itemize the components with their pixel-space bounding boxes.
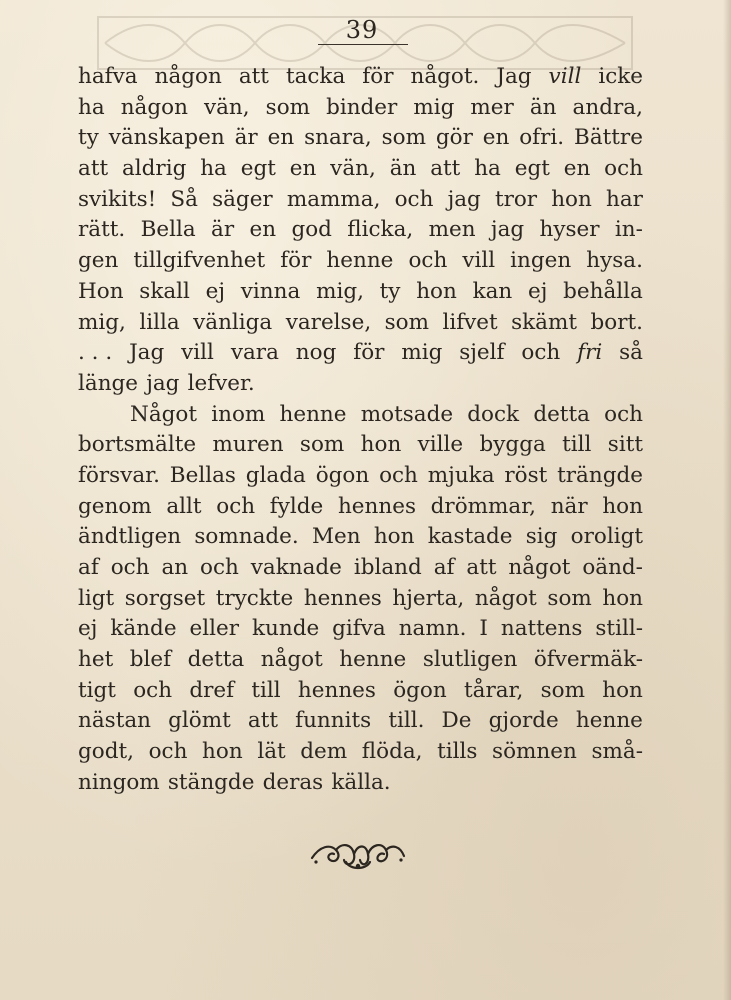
page-number: 39 xyxy=(345,16,379,44)
word: blef xyxy=(129,647,172,673)
word: Jag xyxy=(496,64,532,89)
text-line xyxy=(78,215,643,246)
word: dref xyxy=(189,677,235,703)
word: dem xyxy=(300,739,348,765)
word: röst xyxy=(504,462,548,488)
word: att xyxy=(247,708,278,734)
word: hennes xyxy=(303,585,382,611)
word: så xyxy=(619,340,643,366)
word: hon xyxy=(551,186,592,212)
word: an xyxy=(161,555,189,580)
word: ligt xyxy=(78,585,115,611)
word: hon xyxy=(360,432,402,458)
word: henne xyxy=(339,647,407,673)
word: ögon xyxy=(315,462,370,488)
text-line xyxy=(78,461,643,492)
word: jag xyxy=(490,217,525,243)
word: ha xyxy=(474,156,501,182)
text-line xyxy=(78,62,643,93)
word: vill xyxy=(181,340,214,366)
word: hysa. xyxy=(586,248,643,274)
word: still- xyxy=(595,616,643,642)
word: en xyxy=(249,217,277,243)
word: skämt xyxy=(511,309,578,335)
word: gjorde xyxy=(488,708,559,734)
word: hafva xyxy=(78,64,138,89)
word: till xyxy=(251,677,281,703)
word: somnade. xyxy=(194,524,299,550)
word: tacka xyxy=(285,64,346,89)
word: fri xyxy=(577,340,603,366)
word: hon xyxy=(602,585,643,611)
word: vinna xyxy=(240,278,301,304)
word: mig xyxy=(413,94,455,120)
word: än xyxy=(389,156,417,182)
word: och xyxy=(394,186,434,212)
word: varelse, xyxy=(285,309,372,335)
word: öfvermäk- xyxy=(533,647,643,673)
word: vaknade xyxy=(250,555,342,580)
word: ej xyxy=(78,616,98,642)
word: en xyxy=(267,125,295,151)
text-line xyxy=(78,492,643,523)
word: ty xyxy=(78,125,99,151)
word: egt xyxy=(240,156,276,182)
word: aldrig xyxy=(121,156,187,182)
word: De xyxy=(441,708,472,734)
word: något xyxy=(474,585,537,611)
word: är xyxy=(234,125,258,151)
word: försvar. xyxy=(78,462,160,488)
word: Så xyxy=(170,186,198,212)
text-line xyxy=(78,277,643,308)
word: ej xyxy=(205,278,226,304)
word: tryckte xyxy=(215,585,294,611)
text-line xyxy=(78,737,643,768)
word: tillgifvenhet xyxy=(133,248,266,274)
word: svikits! xyxy=(78,186,157,212)
text-line xyxy=(78,93,643,124)
word: inom xyxy=(211,401,266,427)
word: ögon xyxy=(393,677,447,703)
word: andra, xyxy=(572,94,643,120)
word: och xyxy=(379,462,418,488)
word: flöda, xyxy=(361,739,423,765)
word: glada xyxy=(245,462,306,488)
text-line xyxy=(78,706,643,737)
word: trängde xyxy=(557,462,643,488)
word: god xyxy=(291,217,332,243)
page-edge-shadow xyxy=(723,0,731,1000)
word: och xyxy=(521,340,561,366)
word: namn. xyxy=(398,616,467,642)
word: att xyxy=(466,555,497,580)
word: vara xyxy=(230,340,279,366)
word: vän, xyxy=(330,156,376,182)
word: bort. xyxy=(590,309,643,335)
word: hjerta, xyxy=(392,585,465,611)
word: vill xyxy=(462,248,496,274)
word: en xyxy=(563,156,591,182)
word: och xyxy=(200,555,239,580)
word: säger xyxy=(212,186,273,212)
word: en xyxy=(289,156,317,182)
word: godt, xyxy=(78,739,134,765)
word: något xyxy=(260,647,323,673)
word: hon xyxy=(373,524,415,550)
word: kastade xyxy=(427,524,513,550)
word: lifvet xyxy=(442,309,498,335)
word: dock xyxy=(467,401,520,427)
word: vänskapen xyxy=(108,125,225,151)
word: att xyxy=(78,156,109,182)
word: het xyxy=(78,647,114,673)
text-line xyxy=(78,154,643,185)
word: jag xyxy=(146,370,180,396)
word: henne xyxy=(326,248,394,274)
word: men xyxy=(428,217,476,243)
text-line xyxy=(78,338,643,369)
text-line xyxy=(78,614,643,645)
word: sjelf xyxy=(459,340,505,366)
text-line xyxy=(78,246,643,277)
word: detta xyxy=(187,647,245,673)
word: att xyxy=(238,64,269,89)
word: hon xyxy=(202,739,243,765)
word: glömt xyxy=(168,708,231,734)
word: ofri. xyxy=(519,125,565,151)
word: drömmar, xyxy=(430,493,536,519)
word: länge xyxy=(78,370,139,396)
word: som xyxy=(381,125,426,151)
word: tårar, xyxy=(464,677,524,703)
word: Jag xyxy=(129,340,165,366)
word: oroligt xyxy=(570,524,643,550)
word: ibland xyxy=(353,555,422,580)
word: när xyxy=(550,493,588,519)
word: och xyxy=(604,156,643,182)
word: som xyxy=(384,309,429,335)
word: fylde xyxy=(269,493,324,519)
word: och xyxy=(110,555,150,580)
word: som xyxy=(547,585,592,611)
word: vill xyxy=(548,64,582,89)
page-number-rule xyxy=(318,44,408,45)
word: ha xyxy=(78,94,105,120)
word: lilla xyxy=(139,309,180,335)
word: någon xyxy=(154,64,222,89)
word: kan xyxy=(472,278,513,304)
word: eller xyxy=(189,616,239,642)
text-line xyxy=(78,584,643,615)
word: har xyxy=(605,186,643,212)
word: är xyxy=(211,217,235,243)
text-line xyxy=(78,553,643,584)
word: till. xyxy=(388,708,425,734)
word: och xyxy=(408,248,448,274)
word: sorgset xyxy=(124,585,206,611)
word: ty xyxy=(379,278,401,304)
word: Något xyxy=(130,401,197,427)
word: något. xyxy=(410,64,480,89)
word: sitt xyxy=(607,432,643,458)
word: detta xyxy=(533,401,590,427)
word: hon xyxy=(416,278,457,304)
text-line xyxy=(78,676,643,707)
word: ingen xyxy=(510,248,572,274)
text-line xyxy=(78,430,643,461)
text-line xyxy=(78,123,643,154)
word: af xyxy=(433,555,455,580)
word: mer xyxy=(470,94,514,120)
word: icke xyxy=(598,64,643,89)
word: I xyxy=(479,616,488,642)
word: egt xyxy=(514,156,550,182)
text-line xyxy=(78,768,643,799)
word: mig, xyxy=(316,278,364,304)
word: en xyxy=(482,125,510,151)
word: kände xyxy=(110,616,177,642)
word: oänd- xyxy=(582,555,643,580)
word: hennes xyxy=(297,677,376,703)
word: bygga xyxy=(479,432,546,458)
word: och xyxy=(148,739,188,765)
word: för xyxy=(353,340,385,366)
word: mjuka xyxy=(427,462,495,488)
word: muren xyxy=(212,432,284,458)
word: Bättre xyxy=(574,125,643,151)
word: . . . xyxy=(78,340,113,366)
word: sömnen xyxy=(492,739,577,765)
word: Men xyxy=(311,524,361,550)
text-line xyxy=(78,185,643,216)
word: och xyxy=(216,493,256,519)
word: som xyxy=(540,677,585,703)
word: jag xyxy=(447,186,481,212)
word: kunde xyxy=(251,616,320,642)
text-line xyxy=(78,369,643,400)
word: af xyxy=(78,555,99,580)
word: hennes xyxy=(337,493,416,519)
word: tror xyxy=(494,186,538,212)
word: motsade xyxy=(360,401,454,427)
word: till xyxy=(562,432,592,458)
word: bortsmälte xyxy=(78,432,197,458)
word: ha xyxy=(200,156,227,182)
word: tigt xyxy=(78,677,116,703)
word: och xyxy=(133,677,173,703)
tailpiece-scroll-ornament-icon xyxy=(306,834,410,876)
word: allt xyxy=(166,493,202,519)
word: nattens xyxy=(500,616,583,642)
word: vän, xyxy=(203,94,250,120)
word: någon xyxy=(120,94,188,120)
text-line xyxy=(78,645,643,676)
word: ville xyxy=(417,432,464,458)
word: tills xyxy=(437,739,478,765)
word: ändtligen xyxy=(78,524,182,550)
word: rätt. xyxy=(78,217,126,243)
word: mig xyxy=(401,340,443,366)
word: nog xyxy=(295,340,337,366)
word: mamma, xyxy=(286,186,381,212)
word: för xyxy=(280,248,312,274)
word: ej xyxy=(528,278,548,304)
word: ningom xyxy=(78,769,160,795)
word: stängde xyxy=(167,769,255,795)
word: hyser xyxy=(539,217,600,243)
word: henne xyxy=(575,708,643,734)
text-line xyxy=(78,522,643,553)
text-line xyxy=(78,400,643,431)
word: något xyxy=(508,555,571,580)
word: hon xyxy=(602,493,643,519)
word: flicka, xyxy=(347,217,414,243)
word: än xyxy=(529,94,557,120)
word: gen xyxy=(78,248,119,274)
text-line xyxy=(78,308,643,339)
word: små- xyxy=(591,739,643,765)
word: henne xyxy=(279,401,347,427)
word: mig, xyxy=(78,309,126,335)
word: behålla xyxy=(563,278,643,304)
word: in- xyxy=(614,217,643,243)
word: genom xyxy=(78,493,152,519)
body-text xyxy=(78,62,643,799)
word: deras xyxy=(262,769,324,795)
word: slutligen xyxy=(422,647,518,673)
word: Bella xyxy=(140,217,196,243)
word: skall xyxy=(139,278,190,304)
word: lät xyxy=(257,739,286,765)
word: vänliga xyxy=(193,309,273,335)
word: funnits xyxy=(295,708,372,734)
word: hon xyxy=(602,677,643,703)
word: som xyxy=(265,94,311,120)
word: och xyxy=(604,401,643,427)
word: att xyxy=(430,156,461,182)
word: gör xyxy=(435,125,473,151)
word: källa. xyxy=(331,769,391,795)
word: binder xyxy=(326,94,398,120)
word: för xyxy=(362,64,394,89)
word: som xyxy=(299,432,345,458)
word: snara, xyxy=(304,125,372,151)
word: gifva xyxy=(332,616,386,642)
word: lefver. xyxy=(187,370,255,396)
word: Bellas xyxy=(169,462,236,488)
word: nästan xyxy=(78,708,152,734)
word: sig xyxy=(525,524,558,550)
word: Hon xyxy=(78,278,124,304)
